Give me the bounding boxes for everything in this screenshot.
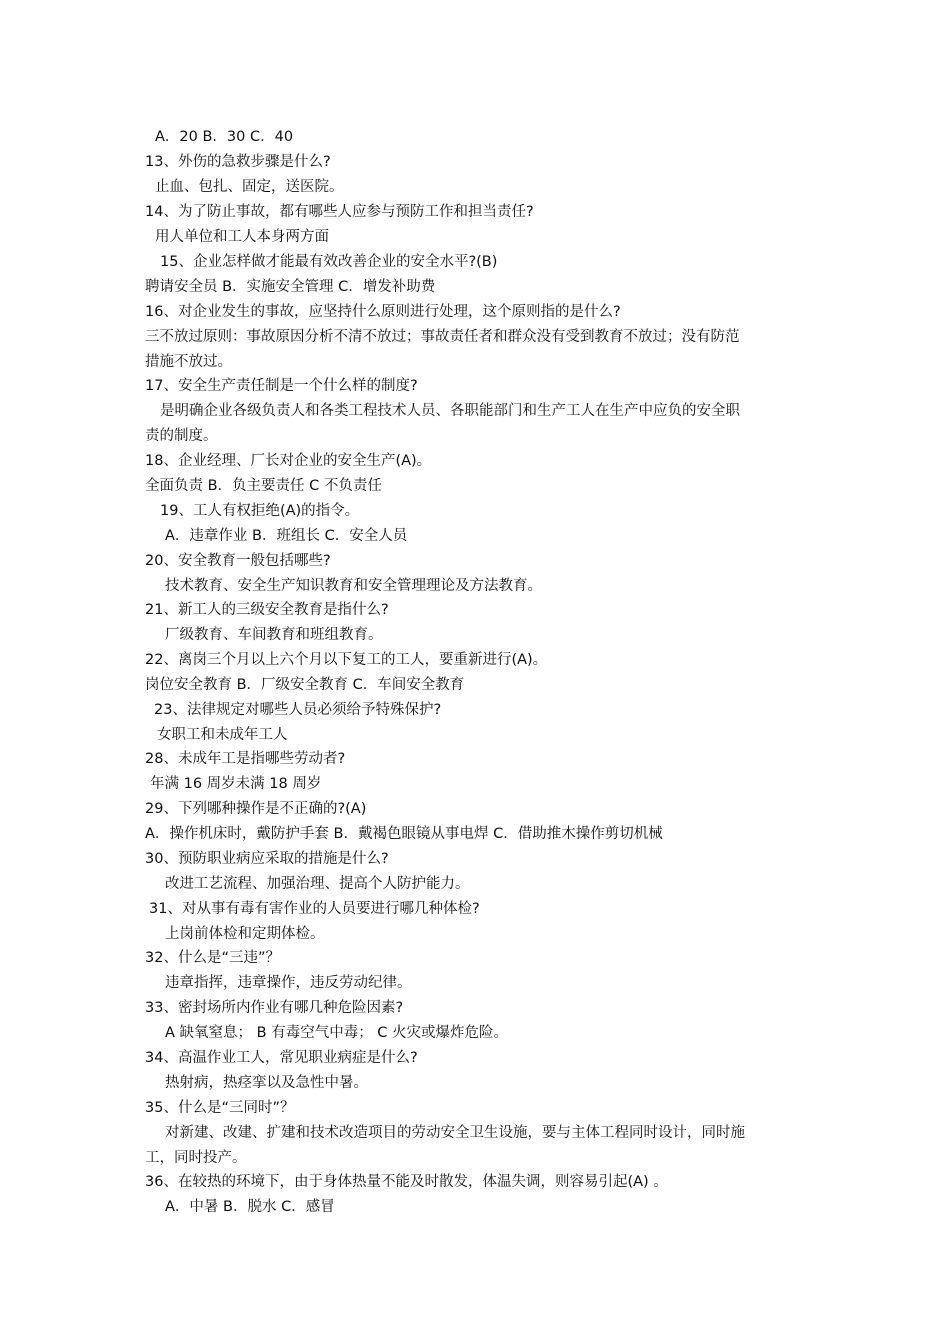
answer-line: 工，同时投产。 <box>145 1150 247 1166</box>
answer-line: 责的制度。 <box>145 428 218 444</box>
answer-line: 女职工和未成年工人 <box>157 727 288 743</box>
text-line: A．20 B．30 C．40 <box>155 129 294 145</box>
question-line: 18、企业经理、厂长对企业的安全生产(A)。 <box>145 453 432 469</box>
question-line: 17、安全生产责任制是一个什么样的制度? <box>145 378 418 394</box>
answer-line: 用人单位和工人本身两方面 <box>155 229 329 245</box>
answer-line: 违章指挥，违章操作，违反劳动纪律。 <box>165 975 412 991</box>
answer-line: A 缺氧窒息； B 有毒空气中毒； C 火灾或爆炸危险。 <box>165 1025 509 1041</box>
question-line: 36、在较热的环境下，由于身体热量不能及时散发，体温失调，则容易引起(A) 。 <box>145 1174 668 1190</box>
question-line: 15、企业怎样做才能最有效改善企业的安全水平?(B) <box>160 254 498 270</box>
question-line: 20、安全教育一般包括哪些? <box>145 553 331 569</box>
answer-line: 措施不放过。 <box>145 354 232 370</box>
answer-line: 聘请安全员 B．实施安全管理 C．增发补助费 <box>145 279 436 295</box>
answer-line: 三不放过原则：事故原因分析不清不放过；事故责任者和群众没有受到教育不放过；没有防范 <box>145 329 740 345</box>
question-line: 16、对企业发生的事故，应坚持什么原则进行处理，这个原则指的是什么? <box>145 304 621 320</box>
answer-line: 热射病，热痉挛以及急性中暑。 <box>165 1075 368 1091</box>
answer-line: 是明确企业各级负责人和各类工程技术人员、各职能部门和生产工人在生产中应负的安全职 <box>160 403 740 419</box>
question-line: 23、法律规定对哪些人员必须给予特殊保护? <box>154 702 442 718</box>
question-line: 19、工人有权拒绝(A)的指令。 <box>160 503 360 519</box>
question-line: 21、新工人的三级安全教育是指什么? <box>145 602 389 618</box>
answer-line: 全面负责 B．负主要责任 C 不负责任 <box>145 478 382 494</box>
answer-line: 年满 16 周岁未满 18 周岁 <box>150 776 322 792</box>
question-line: 33、密封场所内作业有哪几种危险因素? <box>145 1000 404 1016</box>
question-line: 30、预防职业病应采取的措施是什么? <box>145 851 389 867</box>
answer-line: A．中暑 B．脱水 C．感冒 <box>165 1199 335 1215</box>
question-line: 22、离岗三个月以上六个月以下复工的工人，要重新进行(A)。 <box>145 652 548 668</box>
answer-line: 厂级教育、车间教育和班组教育。 <box>165 627 383 643</box>
answer-line: 上岗前体检和定期体检。 <box>165 926 325 942</box>
answer-line: 岗位安全教育 B．厂级安全教育 C．车间安全教育 <box>145 677 465 693</box>
answer-line: 止血、包扎、固定，送医院。 <box>155 179 344 195</box>
question-line: 32、什么是“三违”？ <box>145 950 280 966</box>
answer-line: 技术教育、安全生产知识教育和安全管理理论及方法教育。 <box>165 578 542 594</box>
question-line: 31、对从事有毒有害作业的人员要进行哪几种体检? <box>149 901 480 917</box>
answer-line: A．违章作业 B．班组长 C．安全人员 <box>165 528 408 544</box>
question-line: 13、外伤的急救步骤是什么? <box>145 154 331 170</box>
question-line: 35、什么是“三同时”？ <box>145 1100 295 1116</box>
answer-line: 改进工艺流程、加强治理、提高个人防护能力。 <box>165 876 470 892</box>
answer-line: 对新建、改建、扩建和技术改造项目的劳动安全卫生设施，要与主体工程同时设计，同时施 <box>165 1125 745 1141</box>
question-line: 28、未成年工是指哪些劳动者? <box>145 751 346 767</box>
answer-line: A．操作机床时，戴防护手套 B．戴褐色眼镜从事电焊 C．借助推木操作剪切机械 <box>145 826 663 842</box>
question-line: 34、高温作业工人，常见职业病症是什么? <box>145 1050 418 1066</box>
question-line: 29、下列哪种操作是不正确的?(A) <box>145 801 367 817</box>
question-line: 14、为了防止事故，都有哪些人应参与预防工作和担当责任? <box>145 204 534 220</box>
